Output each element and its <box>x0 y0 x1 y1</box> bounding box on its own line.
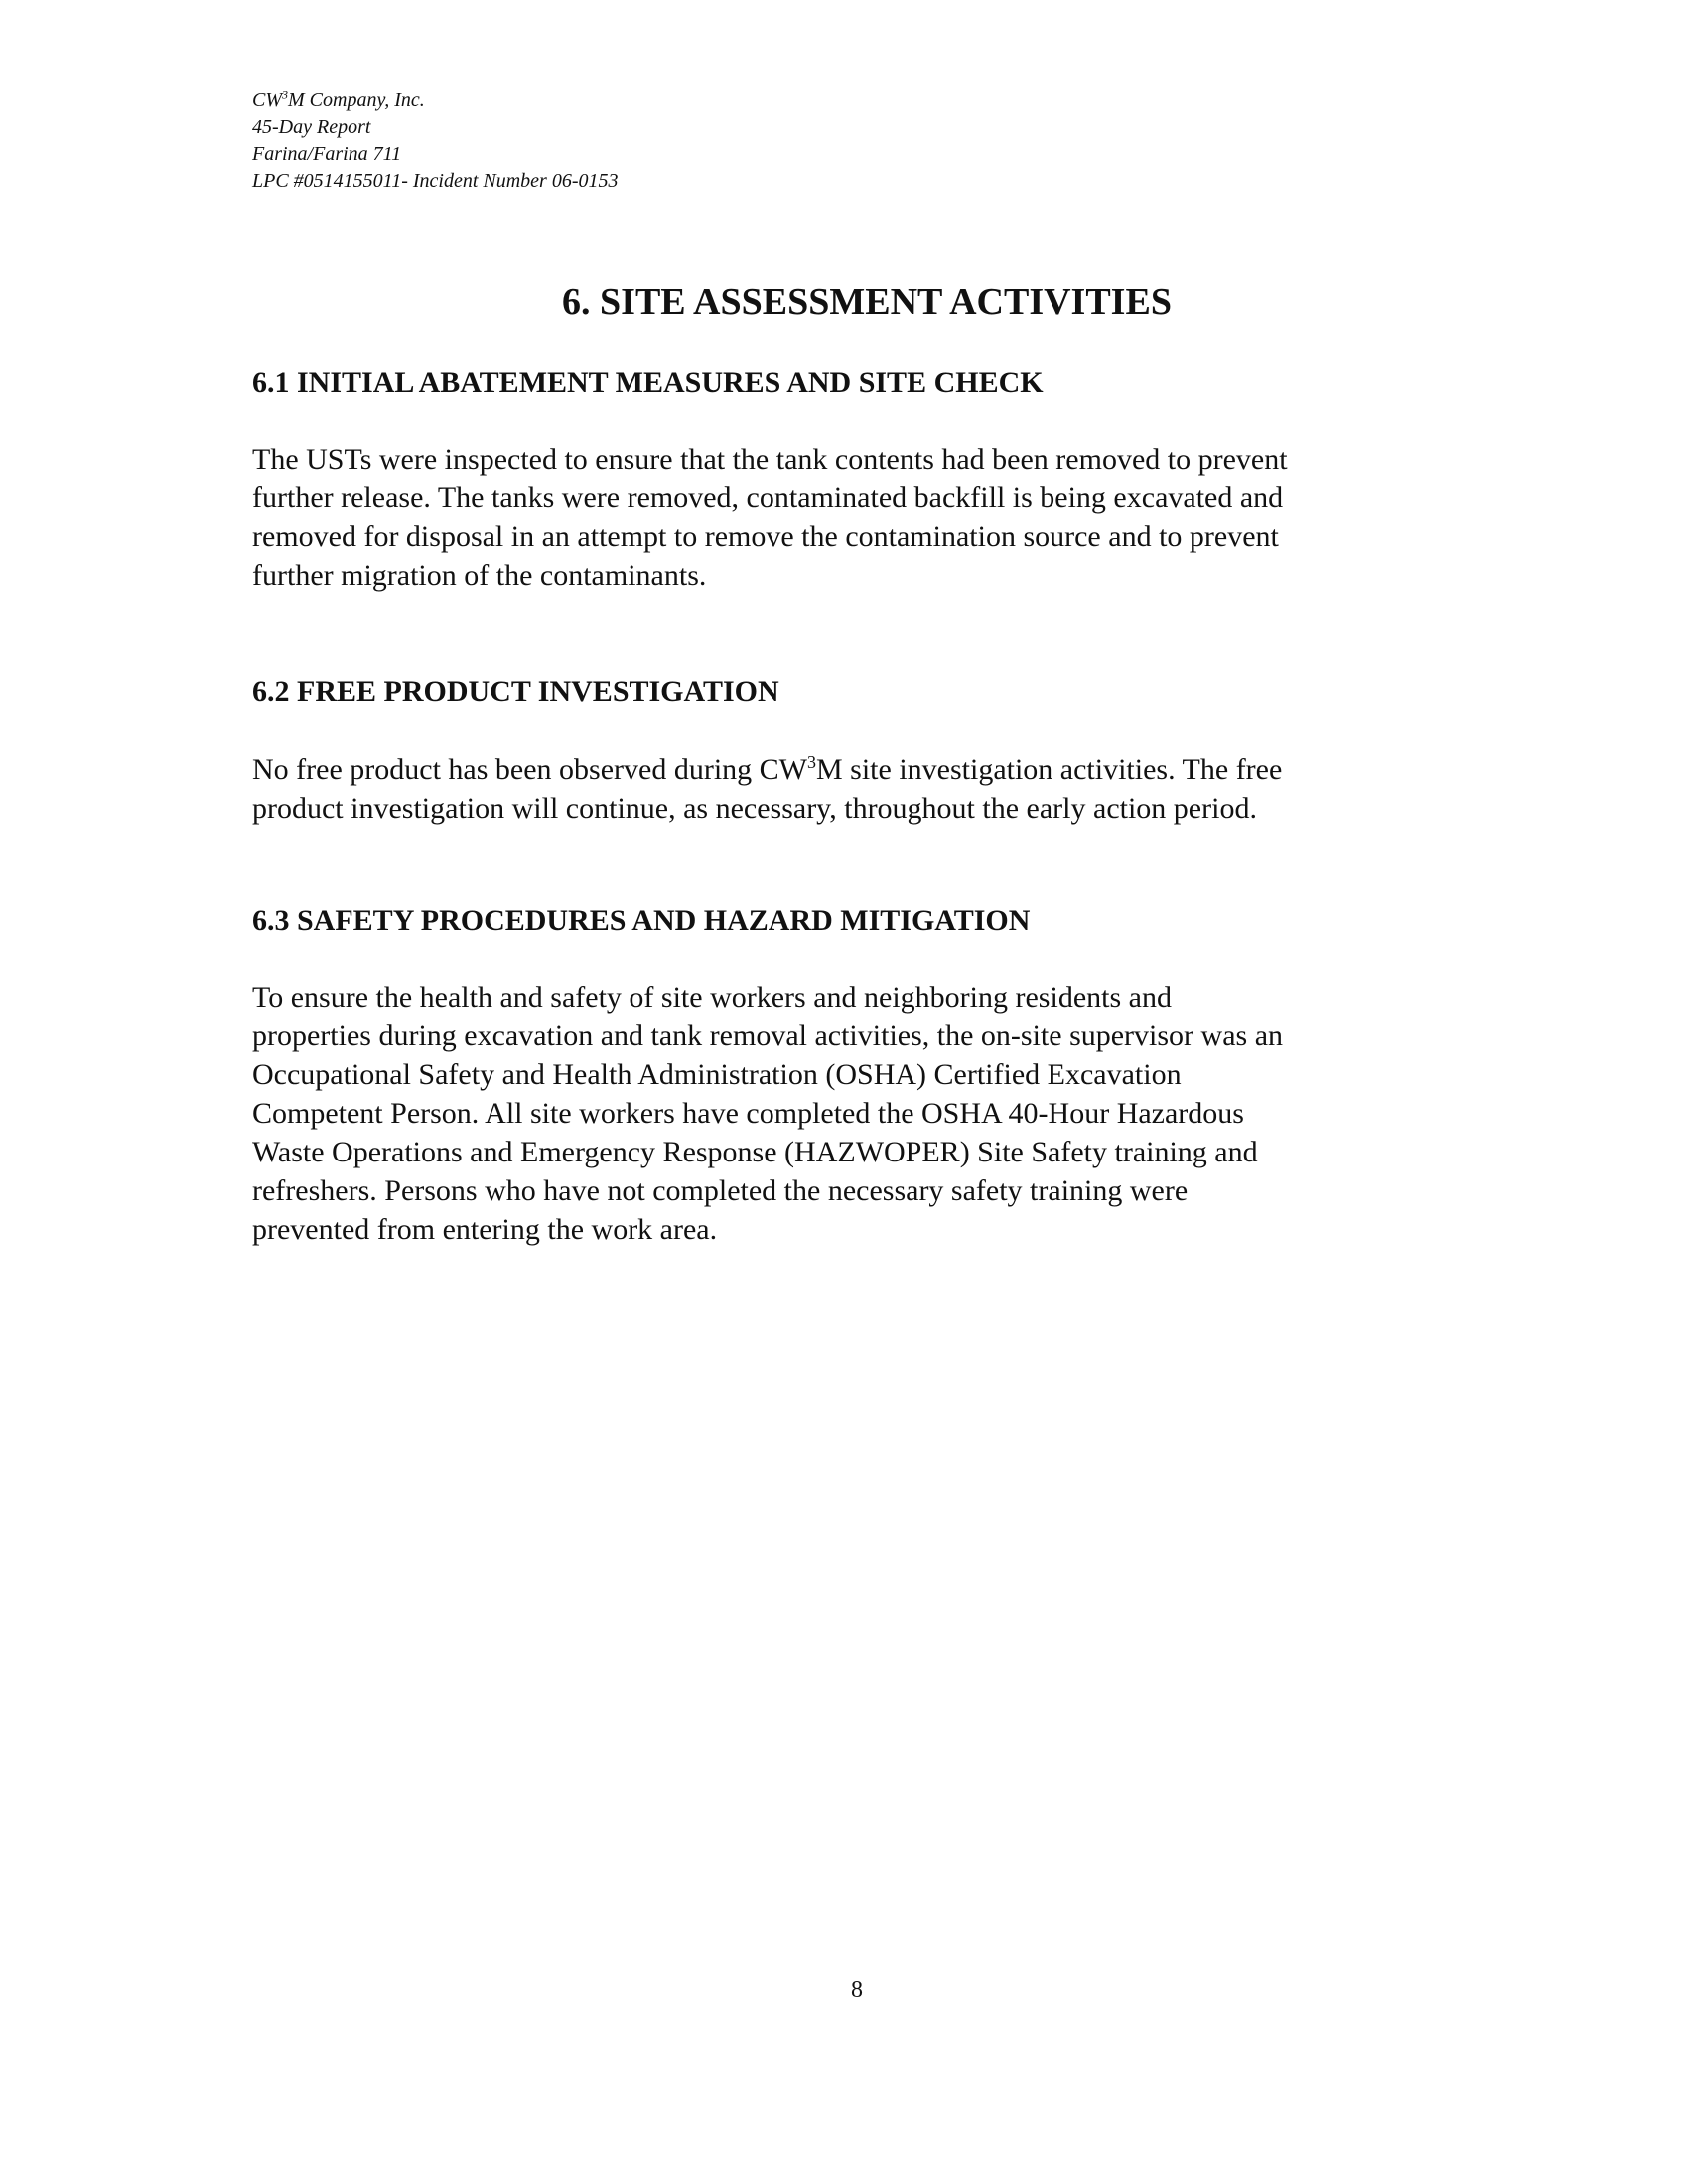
paragraph-line: properties during excavation and tank removal activities, the on-site supervisor was an <box>252 1020 1284 1052</box>
paragraph-line: further migration of the contaminants. <box>252 559 707 592</box>
paragraph-line: product investigation will continue, as necessary, throughout the early action period. <box>252 792 1257 825</box>
section-body-6-1 <box>252 440 1444 595</box>
paragraph-line: Waste Operations and Emergency Response (HAZWOPER) Site Safety training and <box>252 1136 1258 1168</box>
header-company-superscript: 3 <box>282 87 288 102</box>
paragraph-line: The USTs were inspected to ensure that the tank contents had been removed to prevent <box>252 443 1288 476</box>
paragraph-line: To ensure the health and safety of site workers and neighboring residents and <box>252 981 1172 1014</box>
paragraph-line: removed for disposal in an attempt to remove the contamination source and to prevent <box>252 520 1279 553</box>
header-lpc: LPC #0514155011- Incident Number 06-0153 <box>252 170 619 192</box>
paragraph-line: Competent Person. All site workers have completed the OSHA 40-Hour Hazardous <box>252 1097 1244 1130</box>
section-heading-6-1: 6.1 INITIAL ABATEMENT MEASURES AND SITE CHECK <box>252 366 1044 399</box>
paragraph-line: further release. The tanks were removed, contaminated backfill is being excavated and <box>252 481 1284 514</box>
header-site: Farina/Farina 711 <box>252 143 402 165</box>
paragraph-line: refreshers. Persons who have not completed the necessary safety training were <box>252 1174 1189 1207</box>
section-body-6-3 <box>252 978 1444 1249</box>
document-header <box>252 87 619 195</box>
paragraph-line: Occupational Safety and Health Administration (OSHA) Certified Excavation <box>252 1058 1182 1091</box>
header-company-post: M Company, Inc. <box>288 89 425 111</box>
line-post: M site investigation activities. The free <box>815 753 1283 786</box>
header-report: 45-Day Report <box>252 116 371 138</box>
chapter-title: 6. SITE ASSESSMENT ACTIVITIES <box>562 281 1172 323</box>
paragraph-line <box>252 751 1444 789</box>
section-heading-6-3: 6.3 SAFETY PROCEDURES AND HAZARD MITIGATION <box>252 904 1031 937</box>
page-number: 8 <box>851 1978 863 2003</box>
header-company <box>252 87 619 114</box>
header-company-pre: CW <box>252 89 282 111</box>
line-pre: No free product has been observed during CW <box>252 753 807 786</box>
line-superscript: 3 <box>806 752 816 772</box>
paragraph-line: prevented from entering the work area. <box>252 1213 718 1246</box>
section-heading-6-2: 6.2 FREE PRODUCT INVESTIGATION <box>252 675 779 708</box>
section-body-6-2 <box>252 751 1444 828</box>
